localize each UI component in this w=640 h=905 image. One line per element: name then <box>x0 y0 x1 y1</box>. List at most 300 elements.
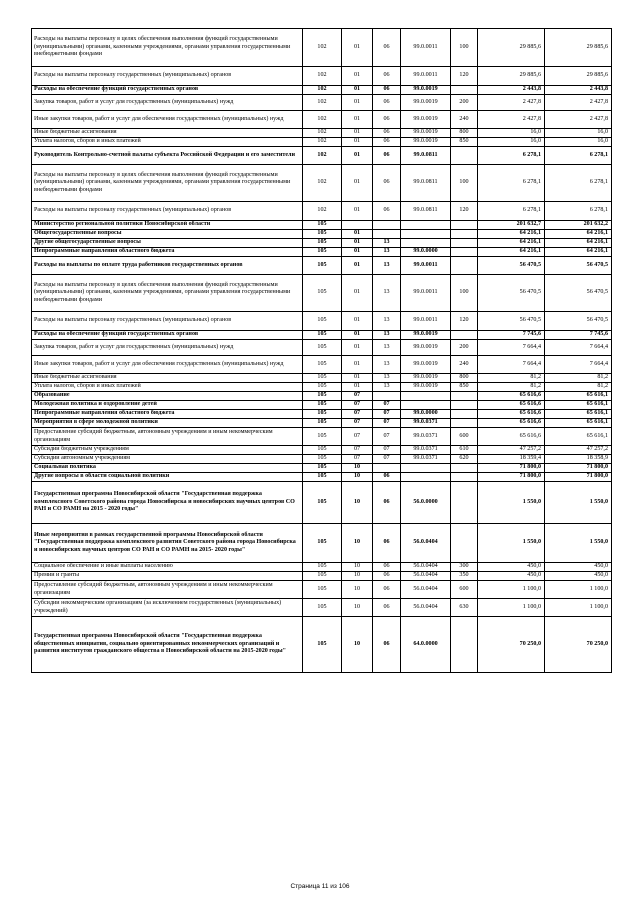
row-grbs: 105 <box>303 331 342 340</box>
row-name: Социальное обеспечение и иные выплаты населению <box>32 563 303 572</box>
row-amount-1: 1 550,0 <box>478 482 545 524</box>
row-expense-type <box>451 221 478 230</box>
row-section: 07 <box>342 401 373 410</box>
row-amount-2: 450,0 <box>545 563 612 572</box>
table-row <box>32 482 612 524</box>
row-amount-2: 6 278,1 <box>545 165 612 202</box>
row-amount-1: 64 216,1 <box>478 230 545 239</box>
row-target-article: 99.0.0011 <box>401 275 451 312</box>
row-subsection: 06 <box>373 524 401 563</box>
row-subsection: 13 <box>373 340 401 356</box>
row-target-article <box>401 392 451 401</box>
row-amount-1: 6 278,1 <box>478 165 545 202</box>
table-row <box>32 473 612 482</box>
row-grbs: 105 <box>303 446 342 455</box>
row-subsection: 07 <box>373 401 401 410</box>
row-name: Уплата налогов, сборов и иных платежей <box>32 138 303 147</box>
row-section: 01 <box>342 138 373 147</box>
row-target-article <box>401 239 451 248</box>
row-amount-1: 70 250,0 <box>478 617 545 673</box>
row-name: Иные бюджетные ассигнования <box>32 374 303 383</box>
row-expense-type: 800 <box>451 374 478 383</box>
row-name: Иные бюджетные ассигнования <box>32 129 303 138</box>
table-row <box>32 410 612 419</box>
row-grbs: 105 <box>303 464 342 473</box>
row-target-article: 99.0.0371 <box>401 455 451 464</box>
row-target-article <box>401 473 451 482</box>
row-expense-type <box>451 331 478 340</box>
row-grbs: 102 <box>303 165 342 202</box>
row-amount-1: 2 427,8 <box>478 111 545 129</box>
row-amount-2: 1 550,0 <box>545 524 612 563</box>
row-expense-type: 850 <box>451 138 478 147</box>
row-section: 01 <box>342 374 373 383</box>
row-name: Предоставление субсидий бюджетным, автономным учреждениям и иным некоммерческим организациям <box>32 581 303 599</box>
row-grbs: 105 <box>303 312 342 331</box>
row-amount-1: 64 216,1 <box>478 239 545 248</box>
row-expense-type: 850 <box>451 383 478 392</box>
row-grbs: 105 <box>303 473 342 482</box>
row-amount-2: 6 278,1 <box>545 202 612 221</box>
table-row <box>32 138 612 147</box>
row-section: 01 <box>342 340 373 356</box>
row-amount-1: 18 359,4 <box>478 455 545 464</box>
row-amount-1: 16,0 <box>478 138 545 147</box>
row-target-article: 99.0.0000 <box>401 248 451 257</box>
row-amount-1: 2 427,8 <box>478 95 545 111</box>
row-name: Уплата налогов, сборов и иных платежей <box>32 383 303 392</box>
row-amount-1: 29 885,6 <box>478 67 545 86</box>
row-amount-2: 18 358,9 <box>545 455 612 464</box>
row-target-article: 56.0.0404 <box>401 572 451 581</box>
row-grbs: 105 <box>303 563 342 572</box>
row-section: 10 <box>342 482 373 524</box>
row-grbs: 105 <box>303 581 342 599</box>
row-subsection: 06 <box>373 129 401 138</box>
row-grbs: 105 <box>303 410 342 419</box>
row-grbs: 105 <box>303 401 342 410</box>
row-section: 10 <box>342 617 373 673</box>
row-target-article: 99.0.0019 <box>401 374 451 383</box>
row-subsection: 06 <box>373 202 401 221</box>
row-amount-2: 2 427,8 <box>545 95 612 111</box>
table-row <box>32 312 612 331</box>
row-section: 01 <box>342 257 373 275</box>
table-row <box>32 383 612 392</box>
row-subsection: 06 <box>373 473 401 482</box>
table-row <box>32 202 612 221</box>
row-amount-2: 64 216,1 <box>545 248 612 257</box>
row-amount-1: 1 100,0 <box>478 599 545 617</box>
row-grbs: 105 <box>303 482 342 524</box>
row-target-article: 99.0.0371 <box>401 446 451 455</box>
row-grbs: 102 <box>303 202 342 221</box>
row-amount-2: 16,0 <box>545 129 612 138</box>
row-grbs: 105 <box>303 248 342 257</box>
row-subsection: 07 <box>373 446 401 455</box>
table-row <box>32 464 612 473</box>
row-name: Закупка товаров, работ и услуг для государственных (муниципальных) нужд <box>32 340 303 356</box>
row-grbs: 105 <box>303 383 342 392</box>
row-target-article: 99.0.0019 <box>401 95 451 111</box>
row-subsection: 06 <box>373 165 401 202</box>
row-target-article: 99.0.0019 <box>401 340 451 356</box>
row-expense-type: 630 <box>451 599 478 617</box>
table-row <box>32 356 612 374</box>
row-expense-type <box>451 419 478 428</box>
row-expense-type: 200 <box>451 340 478 356</box>
budget-table-body <box>32 29 612 673</box>
table-row <box>32 275 612 312</box>
row-subsection: 13 <box>373 383 401 392</box>
row-amount-1: 81,2 <box>478 383 545 392</box>
row-expense-type <box>451 401 478 410</box>
row-amount-2: 201 632,2 <box>545 221 612 230</box>
row-expense-type: 100 <box>451 275 478 312</box>
row-target-article: 56.0.0404 <box>401 563 451 572</box>
row-amount-2: 56 470,5 <box>545 257 612 275</box>
row-target-article: 99.0.0019 <box>401 331 451 340</box>
row-amount-2: 7 745,6 <box>545 331 612 340</box>
table-row <box>32 111 612 129</box>
row-expense-type: 800 <box>451 129 478 138</box>
row-name: Расходы на выплаты персоналу в целях обеспечения выполнения функций государственными (муниципальными) органами, казенными учреждениями, органами управления государственными внебюджетными фондами <box>32 275 303 312</box>
row-expense-type: 620 <box>451 455 478 464</box>
row-grbs: 105 <box>303 221 342 230</box>
row-amount-2: 70 250,0 <box>545 617 612 673</box>
row-target-article: 64.0.0000 <box>401 617 451 673</box>
row-section: 07 <box>342 392 373 401</box>
row-subsection: 13 <box>373 248 401 257</box>
row-amount-1: 71 800,0 <box>478 464 545 473</box>
row-grbs: 102 <box>303 29 342 67</box>
row-section: 01 <box>342 202 373 221</box>
row-amount-1: 16,0 <box>478 129 545 138</box>
row-amount-1: 7 745,6 <box>478 331 545 340</box>
row-target-article: 99.0.0811 <box>401 147 451 165</box>
row-amount-1: 65 616,6 <box>478 410 545 419</box>
row-subsection: 13 <box>373 356 401 374</box>
row-amount-2: 16,0 <box>545 138 612 147</box>
row-amount-1: 64 216,1 <box>478 248 545 257</box>
row-section: 01 <box>342 111 373 129</box>
row-amount-2: 65 616,1 <box>545 401 612 410</box>
row-target-article: 99.0.0019 <box>401 383 451 392</box>
row-amount-2: 64 216,1 <box>545 230 612 239</box>
row-target-article: 99.0.0011 <box>401 29 451 67</box>
row-subsection: 06 <box>373 599 401 617</box>
row-amount-2: 7 664,4 <box>545 340 612 356</box>
row-target-article: 56.0.0404 <box>401 524 451 563</box>
row-grbs: 102 <box>303 95 342 111</box>
row-name: Субсидии некоммерческим организациям (за исключением государственных (муниципальных) учреждений) <box>32 599 303 617</box>
row-name: Расходы на выплаты персоналу в целях обеспечения выполнения функций государственными (муниципальными) органами, казенными учреждениями, органами управления государственными внебюджетными фондами <box>32 29 303 67</box>
table-row <box>32 221 612 230</box>
row-grbs: 102 <box>303 67 342 86</box>
row-amount-1: 65 616,6 <box>478 392 545 401</box>
row-section: 07 <box>342 428 373 446</box>
row-name: Иные закупки товаров, работ и услуг для обеспечения государственных (муниципальных) нужд <box>32 356 303 374</box>
row-target-article: 99.0.0019 <box>401 356 451 374</box>
table-row <box>32 374 612 383</box>
row-grbs: 102 <box>303 86 342 95</box>
table-row <box>32 230 612 239</box>
table-row <box>32 29 612 67</box>
row-subsection: 07 <box>373 428 401 446</box>
row-expense-type: 240 <box>451 111 478 129</box>
row-target-article: 99.0.0811 <box>401 165 451 202</box>
row-amount-2: 2 427,8 <box>545 111 612 129</box>
row-grbs: 105 <box>303 524 342 563</box>
row-section: 10 <box>342 599 373 617</box>
table-row <box>32 239 612 248</box>
row-expense-type <box>451 482 478 524</box>
row-amount-2: 7 664,4 <box>545 356 612 374</box>
row-section: 01 <box>342 312 373 331</box>
row-amount-2: 47 257,2 <box>545 446 612 455</box>
table-row <box>32 257 612 275</box>
row-expense-type <box>451 410 478 419</box>
row-subsection: 07 <box>373 410 401 419</box>
row-section: 01 <box>342 239 373 248</box>
table-row <box>32 419 612 428</box>
row-amount-2: 6 278,1 <box>545 147 612 165</box>
row-subsection <box>373 464 401 473</box>
page-number: Страница 11 из 106 <box>290 883 350 890</box>
row-grbs: 105 <box>303 340 342 356</box>
row-name: Образование <box>32 392 303 401</box>
row-name: Иные мероприятия в рамках государственной программы Новосибирской области "Государственная поддержка комплексного развития Советского района города Новосибирска и новосибирских научных центров СО РАН и СО РАМН на 2015- 2020 годы" <box>32 524 303 563</box>
row-subsection: 13 <box>373 239 401 248</box>
row-name: Расходы на выплаты персоналу государственных (муниципальных) органов <box>32 312 303 331</box>
row-grbs: 105 <box>303 455 342 464</box>
row-subsection: 07 <box>373 419 401 428</box>
row-amount-2: 71 800,0 <box>545 473 612 482</box>
table-row <box>32 428 612 446</box>
row-target-article: 99.0.0019 <box>401 111 451 129</box>
row-subsection: 06 <box>373 138 401 147</box>
row-amount-2: 56 470,5 <box>545 275 612 312</box>
row-expense-type: 300 <box>451 563 478 572</box>
row-amount-2: 450,0 <box>545 572 612 581</box>
row-section: 07 <box>342 446 373 455</box>
row-subsection: 13 <box>373 275 401 312</box>
row-amount-1: 56 470,5 <box>478 312 545 331</box>
row-amount-2: 29 885,6 <box>545 29 612 67</box>
row-grbs: 105 <box>303 392 342 401</box>
row-grbs: 105 <box>303 257 342 275</box>
row-grbs: 105 <box>303 239 342 248</box>
row-name: Расходы на выплаты персоналу государственных (муниципальных) органов <box>32 202 303 221</box>
row-amount-1: 6 278,1 <box>478 202 545 221</box>
row-section: 01 <box>342 67 373 86</box>
table-row <box>32 67 612 86</box>
row-expense-type <box>451 86 478 95</box>
row-section: 10 <box>342 563 373 572</box>
row-amount-1: 1 550,0 <box>478 524 545 563</box>
row-name: Предоставление субсидий бюджетным, автономным учреждениям и иным некоммерческим организациям <box>32 428 303 446</box>
table-row <box>32 446 612 455</box>
table-row <box>32 86 612 95</box>
row-subsection: 06 <box>373 95 401 111</box>
row-amount-1: 56 470,5 <box>478 275 545 312</box>
row-section <box>342 221 373 230</box>
row-expense-type <box>451 147 478 165</box>
row-expense-type <box>451 239 478 248</box>
row-amount-1: 450,0 <box>478 572 545 581</box>
table-row <box>32 248 612 257</box>
row-expense-type <box>451 524 478 563</box>
row-target-article: 99.0.0011 <box>401 257 451 275</box>
row-amount-1: 7 664,4 <box>478 356 545 374</box>
row-grbs: 102 <box>303 138 342 147</box>
row-expense-type: 120 <box>451 312 478 331</box>
row-name: Премии и гранты <box>32 572 303 581</box>
row-amount-2: 1 100,0 <box>545 581 612 599</box>
row-name: Расходы на выплаты по оплате труда работников государственных органов <box>32 257 303 275</box>
row-expense-type <box>451 392 478 401</box>
row-subsection: 06 <box>373 581 401 599</box>
row-amount-2: 65 616,1 <box>545 410 612 419</box>
row-target-article: 99.0.0019 <box>401 138 451 147</box>
row-name: Иные закупки товаров, работ и услуг для обеспечения государственных (муниципальных) нужд <box>32 111 303 129</box>
row-grbs: 105 <box>303 230 342 239</box>
row-name: Руководитель Контрольно-счетной палаты субъекта Российской Федерации и его заместители <box>32 147 303 165</box>
row-amount-2: 81,2 <box>545 374 612 383</box>
row-grbs: 105 <box>303 356 342 374</box>
row-expense-type: 610 <box>451 446 478 455</box>
table-row <box>32 392 612 401</box>
row-amount-2: 1 100,0 <box>545 599 612 617</box>
row-section: 01 <box>342 86 373 95</box>
budget-table <box>31 28 612 673</box>
table-row <box>32 617 612 673</box>
row-subsection: 06 <box>373 572 401 581</box>
row-subsection: 06 <box>373 29 401 67</box>
row-target-article <box>401 464 451 473</box>
row-section: 10 <box>342 572 373 581</box>
row-expense-type: 600 <box>451 428 478 446</box>
row-name: Другие общегосударственные вопросы <box>32 239 303 248</box>
row-subsection: 06 <box>373 482 401 524</box>
table-row <box>32 599 612 617</box>
row-name: Общегосударственные вопросы <box>32 230 303 239</box>
table-row <box>32 563 612 572</box>
row-name: Министерство региональной политики Новосибирской области <box>32 221 303 230</box>
row-expense-type: 240 <box>451 356 478 374</box>
row-grbs: 102 <box>303 147 342 165</box>
row-subsection: 06 <box>373 67 401 86</box>
row-target-article: 99.0.0371 <box>401 419 451 428</box>
row-amount-1: 71 800,0 <box>478 473 545 482</box>
row-name: Расходы на обеспечение функций государственных органов <box>32 331 303 340</box>
row-amount-2: 2 443,8 <box>545 86 612 95</box>
row-expense-type <box>451 473 478 482</box>
row-section: 10 <box>342 464 373 473</box>
row-section: 01 <box>342 230 373 239</box>
row-name: Государственная программа Новосибирской области "Государственная поддержка общественных инициатив, социально ориентированных некоммерческих организаций и развития институтов гражданского общества в Новосибирской области на 2015-2020 годы" <box>32 617 303 673</box>
row-amount-1: 47 257,2 <box>478 446 545 455</box>
row-amount-1: 201 632,7 <box>478 221 545 230</box>
row-expense-type <box>451 248 478 257</box>
row-subsection: 07 <box>373 455 401 464</box>
row-section: 01 <box>342 29 373 67</box>
table-row <box>32 147 612 165</box>
row-amount-1: 29 885,6 <box>478 29 545 67</box>
row-target-article <box>401 221 451 230</box>
row-subsection: 06 <box>373 147 401 165</box>
row-name: Субсидии бюджетным учреждениям <box>32 446 303 455</box>
row-amount-2: 29 885,6 <box>545 67 612 86</box>
row-section: 01 <box>342 95 373 111</box>
row-expense-type: 100 <box>451 165 478 202</box>
row-subsection <box>373 392 401 401</box>
row-name: Мероприятия в сфере молодежной политики <box>32 419 303 428</box>
row-expense-type: 350 <box>451 572 478 581</box>
row-amount-1: 65 616,6 <box>478 428 545 446</box>
row-subsection: 13 <box>373 331 401 340</box>
row-target-article: 99.0.0019 <box>401 129 451 138</box>
table-row <box>32 524 612 563</box>
row-section: 01 <box>342 147 373 165</box>
table-row <box>32 340 612 356</box>
row-grbs: 102 <box>303 111 342 129</box>
row-name: Непрограммные направления областного бюджета <box>32 410 303 419</box>
row-section: 01 <box>342 248 373 257</box>
row-expense-type <box>451 617 478 673</box>
row-target-article: 56.0.0404 <box>401 581 451 599</box>
table-row <box>32 95 612 111</box>
row-section: 07 <box>342 410 373 419</box>
row-section: 10 <box>342 524 373 563</box>
table-row <box>32 572 612 581</box>
row-target-article <box>401 401 451 410</box>
row-expense-type: 600 <box>451 581 478 599</box>
row-amount-2: 65 616,1 <box>545 419 612 428</box>
row-expense-type <box>451 257 478 275</box>
row-target-article: 56.0.0000 <box>401 482 451 524</box>
row-section: 07 <box>342 419 373 428</box>
row-grbs: 105 <box>303 275 342 312</box>
row-name: Молодежная политика и оздоровление детей <box>32 401 303 410</box>
row-section: 01 <box>342 165 373 202</box>
row-name: Социальная политика <box>32 464 303 473</box>
row-expense-type: 120 <box>451 202 478 221</box>
row-expense-type: 100 <box>451 29 478 67</box>
row-target-article: 99.0.0371 <box>401 428 451 446</box>
row-amount-2: 1 550,0 <box>545 482 612 524</box>
row-target-article: 56.0.0404 <box>401 599 451 617</box>
row-section: 10 <box>342 581 373 599</box>
row-amount-2: 65 616,1 <box>545 428 612 446</box>
row-name: Непрограммные направления областного бюджета <box>32 248 303 257</box>
row-target-article: 99.0.0811 <box>401 202 451 221</box>
row-section: 01 <box>342 331 373 340</box>
row-target-article: 99.0.0011 <box>401 312 451 331</box>
row-grbs: 105 <box>303 572 342 581</box>
row-subsection <box>373 230 401 239</box>
table-row <box>32 401 612 410</box>
row-amount-2: 56 470,5 <box>545 312 612 331</box>
row-section: 01 <box>342 383 373 392</box>
row-name: Другие вопросы в области социальной политики <box>32 473 303 482</box>
row-amount-2: 64 216,1 <box>545 239 612 248</box>
row-amount-1: 81,2 <box>478 374 545 383</box>
row-name: Расходы на выплаты персоналу в целях обеспечения выполнения функций государственными (муниципальными) органами, казенными учреждениями, органами управления государственными внебюджетными фондами <box>32 165 303 202</box>
row-subsection: 06 <box>373 86 401 95</box>
row-subsection <box>373 221 401 230</box>
row-target-article: 99.0.0011 <box>401 67 451 86</box>
